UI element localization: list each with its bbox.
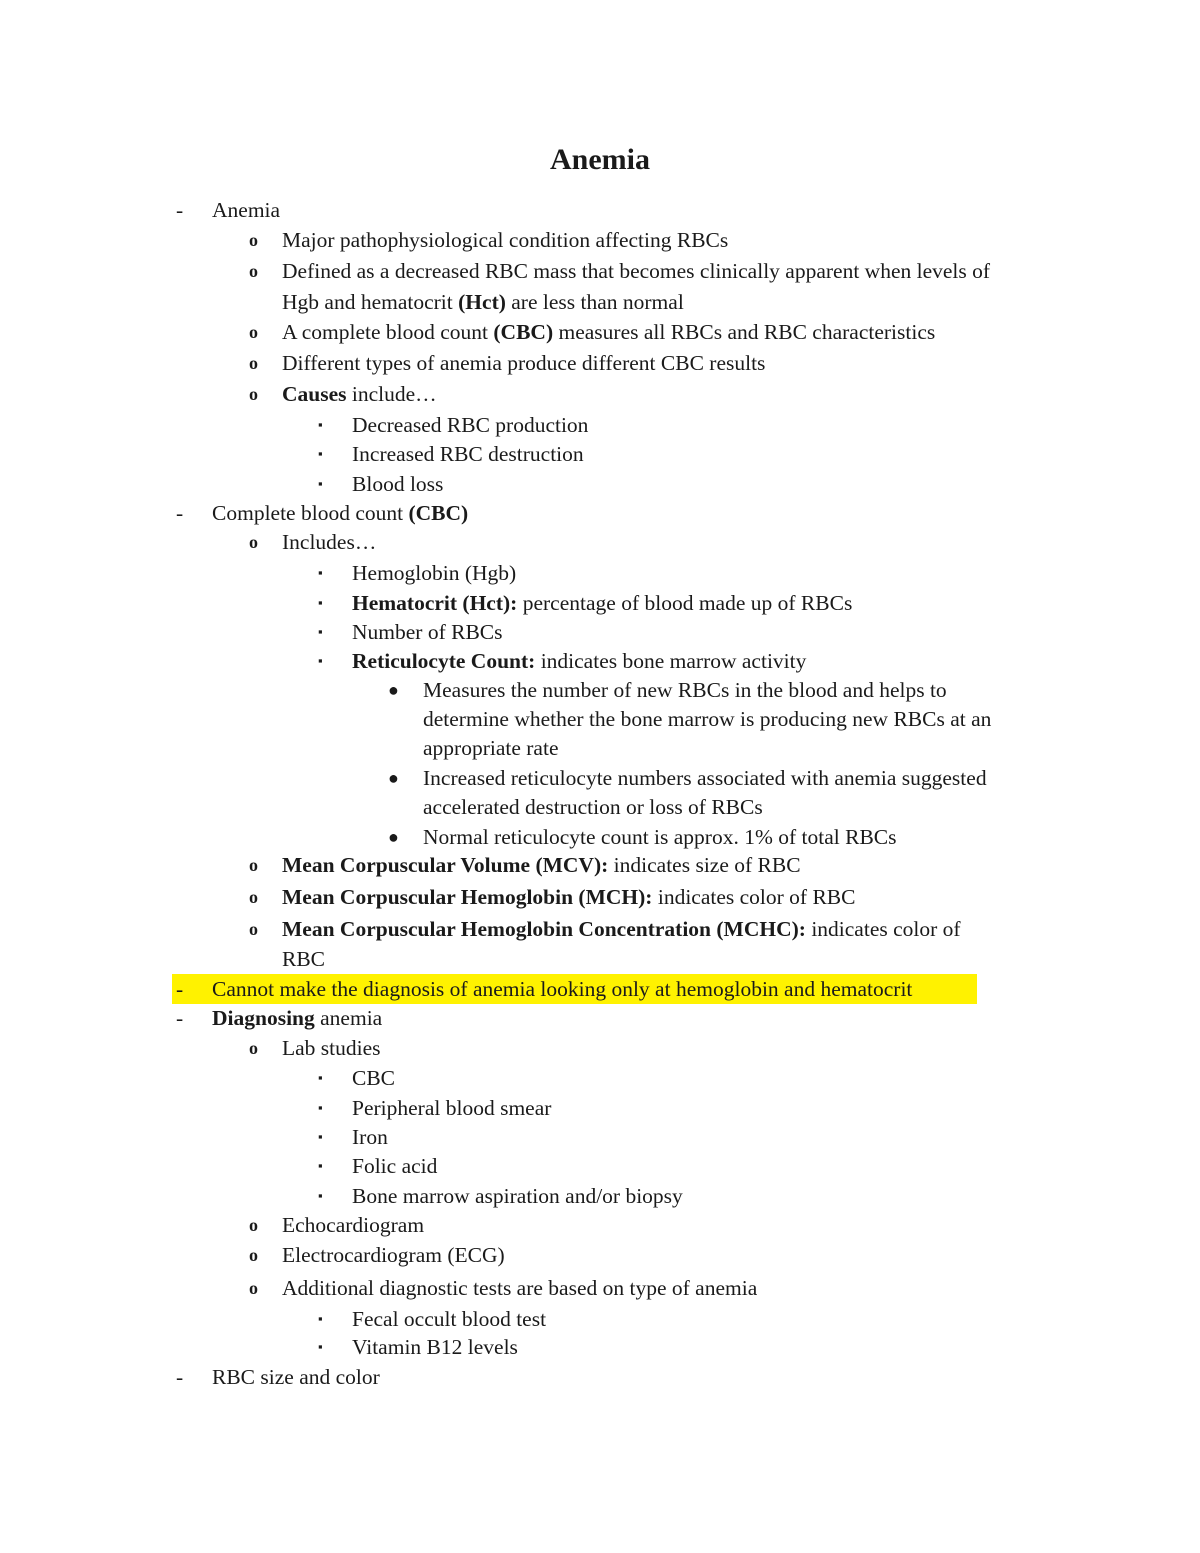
square-bullet: ▪ [318, 476, 323, 491]
list-item: Hematocrit (Hct): percentage of blood made up of RBCs [352, 591, 853, 615]
list-item: Includes… [282, 530, 377, 554]
dash-bullet: - [176, 198, 184, 222]
list-item: Reticulocyte Count: indicates bone marrow activity [352, 649, 807, 673]
square-bullet: ▪ [318, 446, 323, 461]
circle-bullet: o [249, 887, 258, 907]
circle-bullet: o [249, 384, 258, 404]
list-item: Fecal occult blood test [352, 1307, 547, 1331]
list-item: Causes include… [282, 382, 437, 406]
square-bullet: ▪ [318, 1311, 323, 1326]
list-item: Additional diagnostic tests are based on type of anemia [282, 1276, 758, 1300]
list-item: Number of RBCs [352, 620, 503, 644]
circle-bullet: o [249, 322, 258, 342]
square-bullet: ▪ [318, 1158, 323, 1173]
circle-bullet: o [249, 230, 258, 250]
square-bullet: ▪ [318, 1070, 323, 1085]
list-item-continuation: appropriate rate [423, 736, 559, 760]
square-bullet: ▪ [318, 624, 323, 639]
dash-bullet: - [176, 977, 184, 1001]
list-item: Defined as a decreased RBC mass that becomes clinically apparent when levels of [282, 259, 991, 283]
list-item: Folic acid [352, 1154, 438, 1178]
dash-bullet: - [176, 1006, 184, 1030]
list-item: Complete blood count (CBC) [212, 501, 469, 525]
list-item: Decreased RBC production [352, 413, 589, 437]
dot-bullet: ● [388, 768, 399, 788]
square-bullet: ▪ [318, 595, 323, 610]
circle-bullet: o [249, 532, 258, 552]
list-item: Lab studies [282, 1036, 381, 1060]
list-item: Blood loss [352, 472, 444, 496]
highlighted-list-item: Cannot make the diagnosis of anemia looking only at hemoglobin and hematocrit [212, 977, 913, 1001]
list-item: Electrocardiogram (ECG) [282, 1243, 505, 1267]
list-item: Increased reticulocyte numbers associated with anemia suggested [423, 766, 987, 790]
list-item: Increased RBC destruction [352, 442, 584, 466]
list-item: Echocardiogram [282, 1213, 425, 1237]
circle-bullet: o [249, 353, 258, 373]
circle-bullet: o [249, 919, 258, 939]
list-item-continuation: accelerated destruction or loss of RBCs [423, 795, 763, 819]
circle-bullet: o [249, 1038, 258, 1058]
list-item: Anemia [212, 198, 281, 222]
dash-bullet: - [176, 501, 184, 525]
list-item-continuation: Hgb and hematocrit (Hct) are less than normal [282, 290, 684, 314]
list-item: Bone marrow aspiration and/or biopsy [352, 1184, 683, 1208]
dot-bullet: ● [388, 680, 399, 700]
square-bullet: ▪ [318, 565, 323, 580]
list-item: Mean Corpuscular Hemoglobin Concentration (MCHC): indicates color of [282, 917, 961, 941]
dot-bullet: ● [388, 827, 399, 847]
list-item-continuation: RBC [282, 947, 326, 971]
list-item: Vitamin B12 levels [352, 1335, 518, 1359]
circle-bullet: o [249, 1215, 258, 1235]
square-bullet: ▪ [318, 1129, 323, 1144]
list-item: CBC [352, 1066, 396, 1090]
square-bullet: ▪ [318, 417, 323, 432]
list-item: Major pathophysiological condition affecting RBCs [282, 228, 729, 252]
square-bullet: ▪ [318, 653, 323, 668]
dash-bullet: - [176, 1365, 184, 1389]
list-item: Iron [352, 1125, 388, 1149]
list-item: A complete blood count (CBC) measures all RBCs and RBC characteristics [282, 320, 936, 344]
list-item-continuation: determine whether the bone marrow is producing new RBCs at an [423, 707, 992, 731]
circle-bullet: o [249, 1278, 258, 1298]
list-item: Measures the number of new RBCs in the blood and helps to [423, 678, 947, 702]
list-item: Diagnosing anemia [212, 1006, 383, 1030]
circle-bullet: o [249, 855, 258, 875]
circle-bullet: o [249, 261, 258, 281]
list-item: Different types of anemia produce different CBC results [282, 351, 766, 375]
page-title: Anemia [550, 143, 650, 176]
list-item: Mean Corpuscular Volume (MCV): indicates size of RBC [282, 853, 801, 877]
square-bullet: ▪ [318, 1188, 323, 1203]
circle-bullet: o [249, 1245, 258, 1265]
list-item: Hemoglobin (Hgb) [352, 561, 517, 585]
square-bullet: ▪ [318, 1339, 323, 1354]
list-item: RBC size and color [212, 1365, 380, 1389]
square-bullet: ▪ [318, 1100, 323, 1115]
list-item: Mean Corpuscular Hemoglobin (MCH): indicates color of RBC [282, 885, 856, 909]
list-item: Peripheral blood smear [352, 1096, 552, 1120]
list-item: Normal reticulocyte count is approx. 1% of total RBCs [423, 825, 897, 849]
